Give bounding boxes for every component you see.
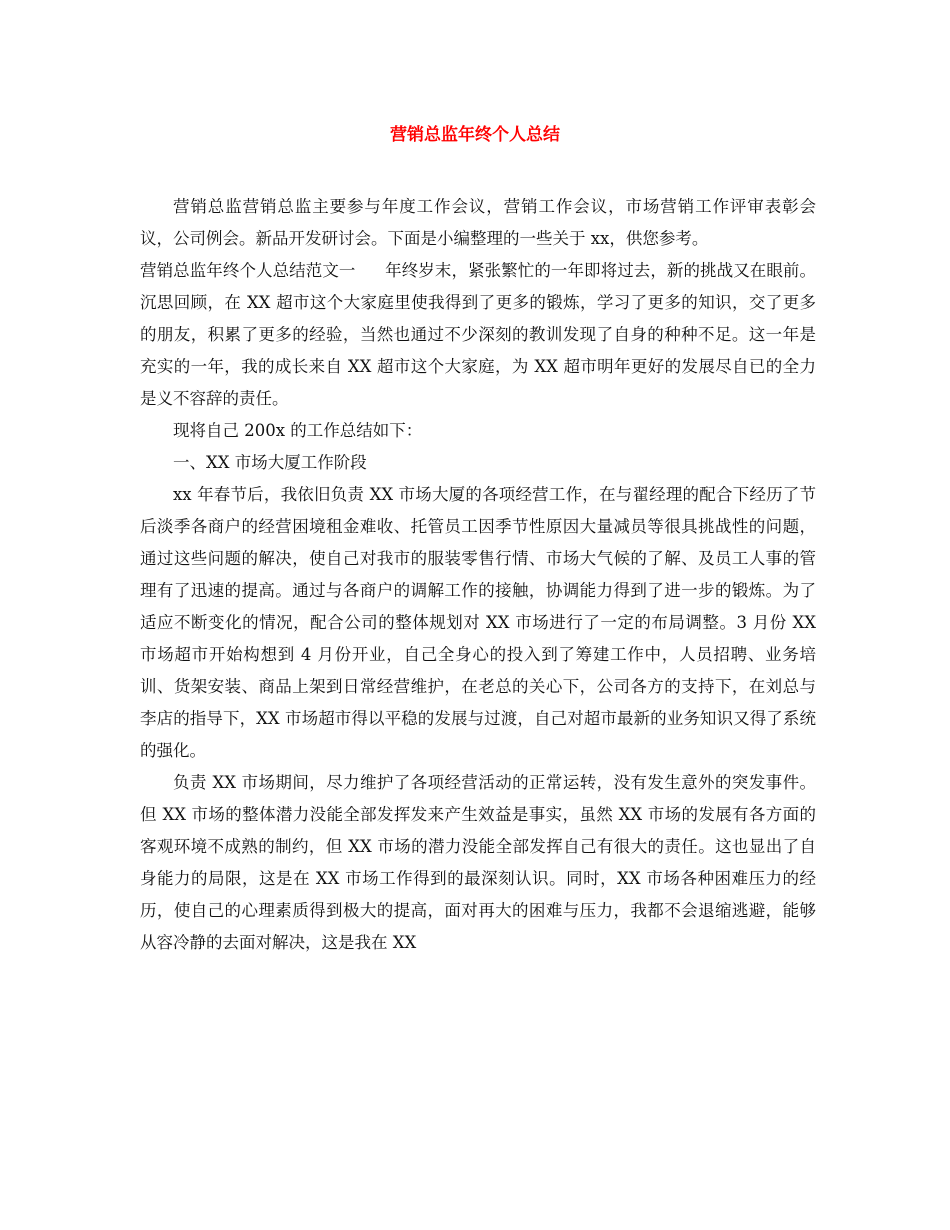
section-paragraph bbox=[140, 255, 816, 415]
summary-intro-paragraph: 现将自己 200x 的工作总结如下： bbox=[173, 421, 423, 440]
work-paragraph-1: xx 年春节后，我依旧负责 XX 市场大厦的各项经营工作，在与翟经理的配合下经历了节后淡季各商户的经营困境租金难收、托管员工因季节性原因大量减员等很具挑战性的问题，通过这些问题的解决，使自己对我市的服装零售行情、市场大气候的了解、及员工人事的管理有了迅速的提高。通过与各商户的调解工作的接触，协调能力得到了进一步的锻炼。为了适应不断变化的情况，配合公司的整体规划对 XX 市场进行了一定的布局调整。3 月份 XX 市场超市开始构想到 4 月份开业，自己全身心的投入到了筹建工作中，人员招聘、业务培训、货架安装、商品上架到日常经营维护，在老总的关心下，公司各方的支持下，在刘总与李店的指导下，XX 市场超市得以平稳的发展与过渡，自己对超市最新的业务知识又得了系统的强化。 bbox=[140, 485, 816, 760]
subheading-market-building: 一、XX 市场大厦工作阶段 bbox=[173, 453, 367, 472]
intro-paragraph: 营销总监营销总监主要参与年度工作会议，营销工作会议，市场营销工作评审表彰会议，公司例会。新品开发研讨会。下面是小编整理的一些关于 xx，供您参考。 bbox=[140, 197, 816, 248]
section-heading: 营销总监年终个人总结范文一 bbox=[140, 261, 356, 280]
section-opening-text: 年终岁末，紧张繁忙的一年即将过去，新的挑战又在眼前。沉思回顾，在 XX 超市这个大家庭里使我得到了更多的锻炼，学习了更多的知识，交了更多的朋友，积累了更多的经验，当然也通过不少深刻的教训发现了自身的种种不足。这一年是充实的一年，我的成长来自 XX 超市这个大家庭，为 XX 超市明年更好的发展尽自已的全力是义不容辞的责任。 bbox=[140, 261, 817, 408]
document-title: 营销总监年终个人总结 bbox=[390, 125, 560, 145]
document-body bbox=[140, 191, 816, 959]
work-paragraph-2: 负责 XX 市场期间，尽力维护了各项经营活动的正常运转，没有发生意外的突发事件。但 XX 市场的整体潜力没能全部发挥发来产生效益是事实，虽然 XX 市场的发展有各方面的客观环境不成熟的制约，但 XX 市场的潜力没能全部发挥自己有很大的责任。这也显出了自身能力的局限，这是在 XX 市场工作得到的最深刻认识。同时，XX 市场各种困难压力的经历，使自己的心理素质得到极大的提高，面对再大的困难与压力，我都不会退缩逃避，能够从容冷静的去面对解决，这是我在 XX bbox=[140, 773, 816, 952]
